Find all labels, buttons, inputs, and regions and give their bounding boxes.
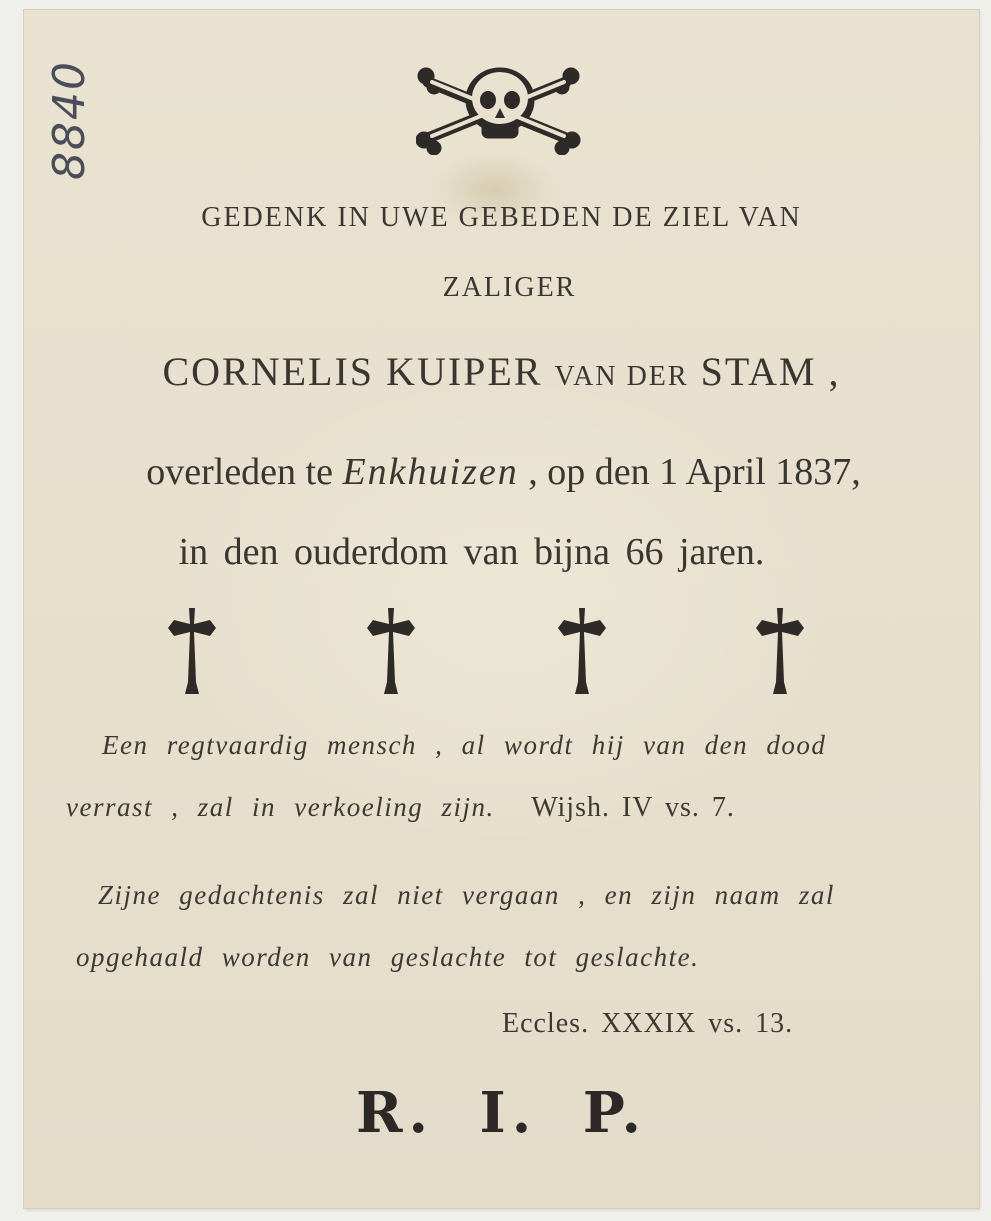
intro-line-2: ZALIGER	[442, 272, 577, 303]
quote1-line1: Een regtvaardig mensch , al wordt hij van den dood	[102, 730, 827, 760]
quote2-line1: Zijne gedachtenis zal niet vergaan , en zijn naam zal	[98, 880, 835, 910]
death-place: Enkhuizen	[342, 451, 519, 493]
cross-icon	[556, 602, 608, 698]
skull-and-crossbones-icon	[416, 60, 581, 155]
name-particle: VAN DER	[554, 361, 689, 392]
quote1-line2	[66, 792, 735, 824]
age-line: in den ouderdom van bijna 66 jaren.	[178, 531, 765, 573]
death-details	[26, 450, 981, 494]
cross-icon	[365, 602, 417, 698]
deceased-name	[24, 348, 979, 395]
cross-icon	[166, 602, 218, 698]
cross-row	[24, 602, 979, 702]
catalog-number: 8840	[44, 60, 95, 180]
intro-line-1: GEDENK IN UWE GEBEDEN DE ZIEL VAN	[201, 202, 802, 233]
name-last: STAM ,	[688, 349, 841, 394]
quote1-reference: Wijsh. IV vs. 7.	[531, 792, 735, 823]
cross-icon	[754, 602, 806, 698]
quote1-text: verrast , zal in verkoeling zijn.	[66, 792, 495, 822]
rip-text: R. I. P.	[355, 1080, 648, 1146]
memorial-card	[24, 10, 979, 1208]
quote2-reference: Eccles. XXXIX vs. 13.	[502, 1008, 794, 1039]
death-suffix: , op den 1 April 1837,	[518, 451, 861, 493]
death-prefix: overleden te	[146, 451, 343, 493]
name-first: CORNELIS KUIPER	[162, 349, 555, 394]
quote2-line2: opgehaald worden van geslachte tot geslachte.	[76, 942, 700, 972]
